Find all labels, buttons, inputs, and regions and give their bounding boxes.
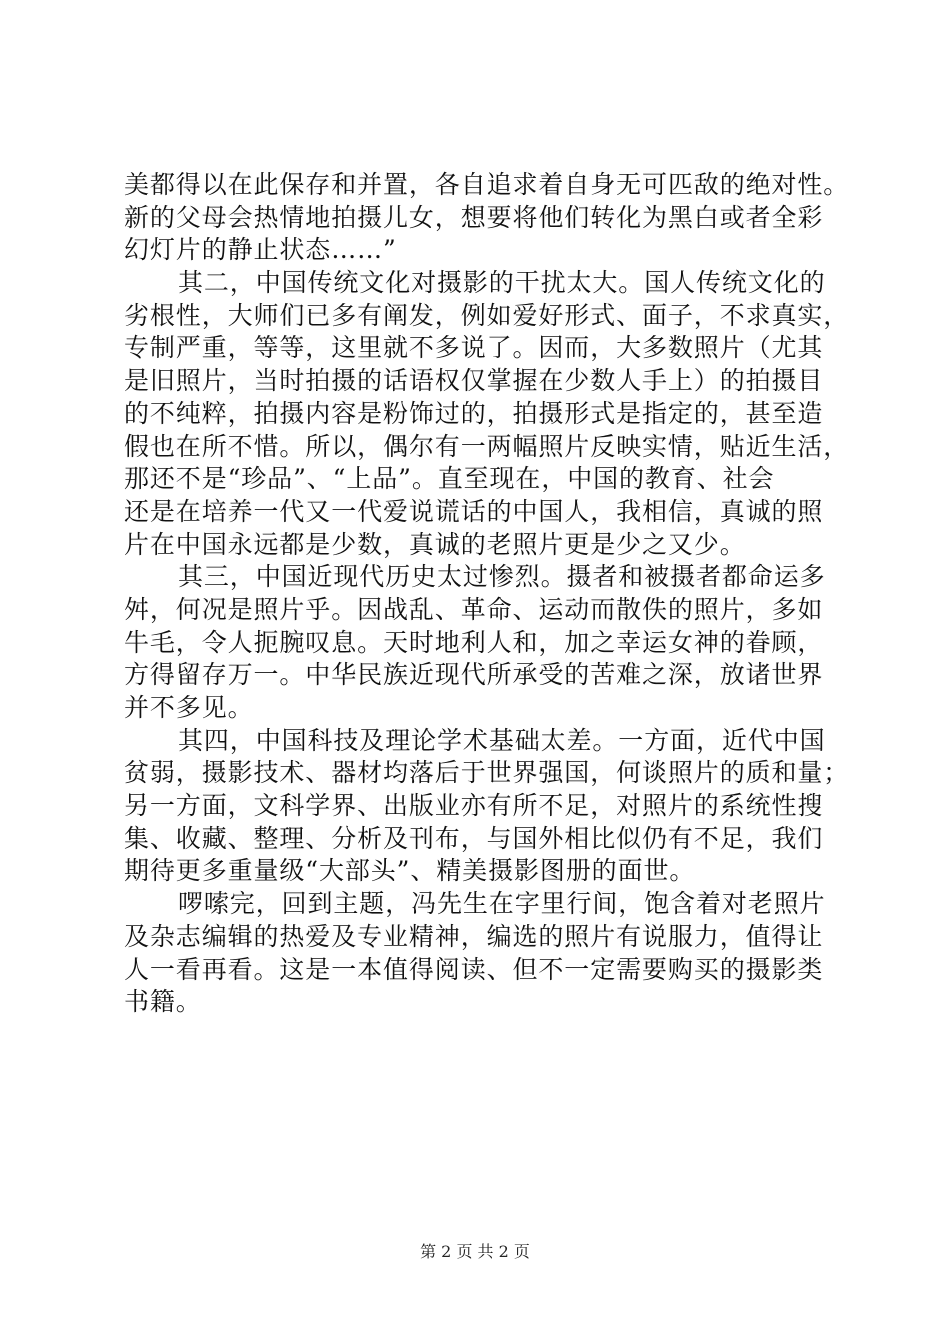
text-line: 期待更多重量级“大部头”、精美摄影图册的面世。 — [124, 856, 696, 886]
text-line: 书籍。 — [124, 987, 202, 1017]
paragraph-first-line: 其二，中国传统文化对摄影的干扰太大。国人传统文化的 — [178, 268, 826, 298]
text-line: 并不多见。 — [124, 693, 254, 722]
paragraph-first-line: 其四，中国科技及理论学术基础太差。一方面，近代中国 — [178, 725, 826, 755]
page-footer: 第 2 页 共 2 页 — [420, 1242, 530, 1261]
text-line: 贫弱，摄影技术、器材均落后于世界强国，何谈照片的质和量； — [124, 758, 850, 788]
text-line: 幻灯片的静止状态……” — [124, 235, 397, 265]
text-line: 片在中国永远都是少数，真诚的老照片更是少之又少。 — [124, 529, 746, 559]
text-line: 是旧照片，当时拍摄的话语权仅掌握在少数人手上）的拍摄目 — [124, 366, 824, 396]
text-line: 人一看再看。这是一本值得阅读、但不一定需要购买的摄影类 — [124, 954, 824, 984]
paragraph-first-line: 啰嗦完，回到主题，冯先生在字里行间，饱含着对老照片 — [178, 889, 826, 919]
text-line: 集、收藏、整理、分析及刊布，与国外相比似仍有不足，我们 — [124, 823, 824, 853]
text-line: 还是在培养一代又一代爱说谎话的中国人，我相信，真诚的照 — [124, 496, 824, 526]
body-text — [124, 169, 850, 1019]
text-line: 假也在所不惜。所以，偶尔有一两幅照片反映实情，贴近生活， — [124, 431, 850, 461]
text-line: 新的父母会热情地拍摄儿女，想要将他们转化为黑白或者全彩 — [124, 202, 824, 232]
text-line: 的不纯粹，拍摄内容是粉饰过的，拍摄形式是指定的，甚至造 — [124, 398, 824, 428]
text-line: 方得留存万一。中华民族近现代所承受的苦难之深，放诸世界 — [124, 660, 824, 690]
text-line: 劣根性，大师们已多有阐发，例如爱好形式、面子，不求真实， — [124, 300, 850, 330]
text-line: 那还不是“珍品”、“上品”。直至现在，中国的教育、社会 — [124, 464, 775, 494]
text-line: 及杂志编辑的热爱及专业精神，编选的照片有说服力，值得让 — [124, 921, 824, 951]
text-line: 另一方面，文科学界、出版业亦有所不足，对照片的系统性搜 — [124, 791, 824, 821]
paragraph-first-line: 其三，中国近现代历史太过惨烈。摄者和被摄者都命运多 — [178, 562, 826, 592]
text-line: 美都得以在此保存和并置，各自追求着自身无可匹敌的绝对性。 — [124, 170, 850, 199]
text-line: 舛，何况是照片乎。因战乱、革命、运动而散佚的照片，多如 — [124, 594, 824, 624]
text-line: 牛毛，令人扼腕叹息。天时地利人和，加之幸运女神的眷顾， — [124, 627, 824, 657]
text-line: 专制严重，等等，这里就不多说了。因而，大多数照片（尤其 — [124, 333, 824, 363]
